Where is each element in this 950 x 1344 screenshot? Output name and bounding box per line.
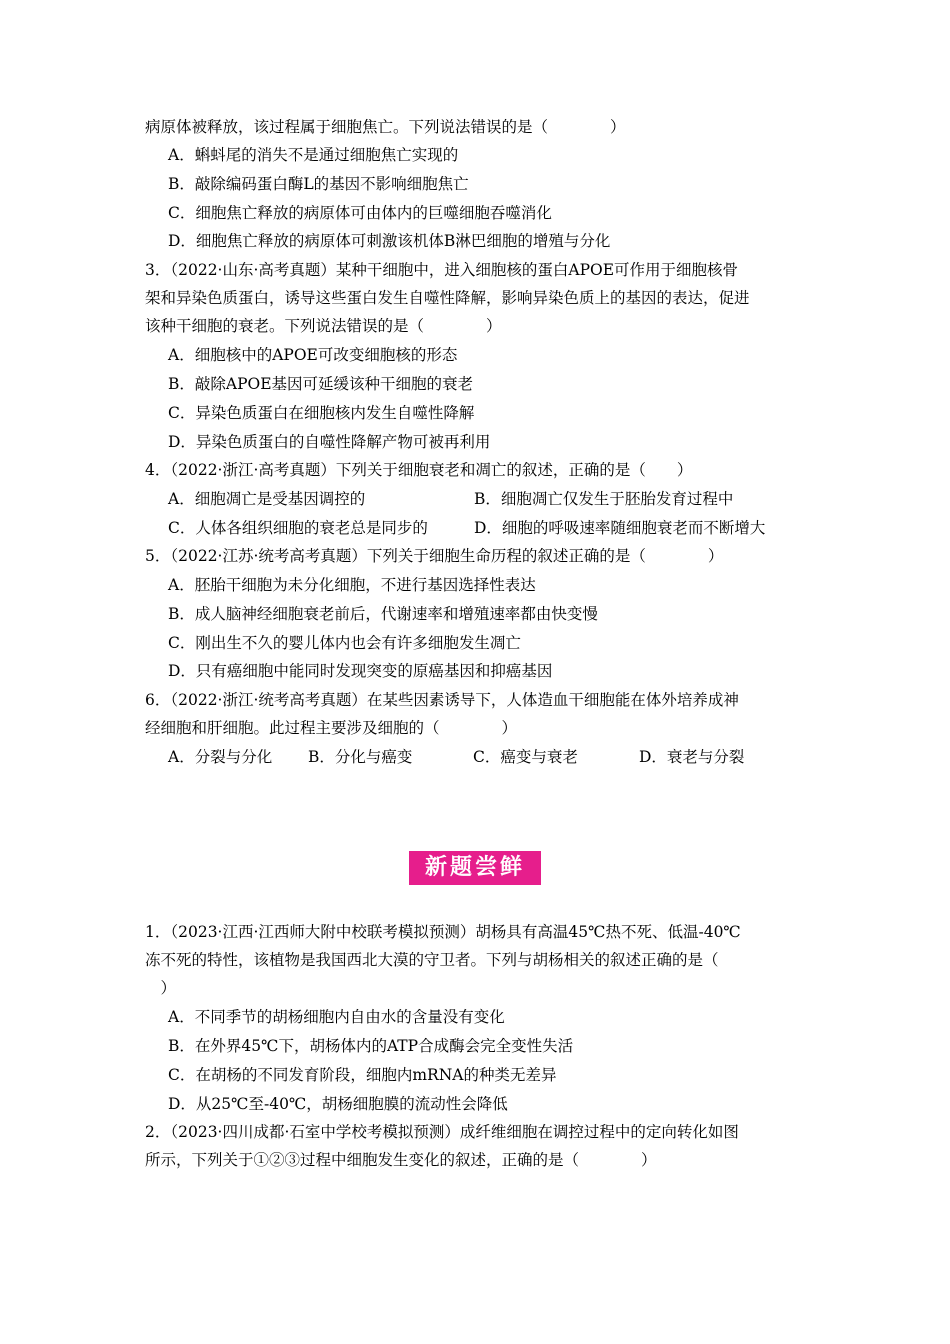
q4-option-b: B．细胞凋亡仅发生于胚胎发育过程中 [474, 490, 734, 508]
q2-option-d: D．细胞焦亡释放的病原体可刺激该机体B淋巴细胞的增殖与分化 [168, 232, 611, 250]
q5-stem: 5．（2022·江苏·统考高考真题）下列关于细胞生命历程的叙述正确的是（ ） [145, 547, 724, 565]
q3-stem-line-1: 3．（2022·山东·高考真题）某种干细胞中，进入细胞核的蛋白APOE可作用于细胞核骨 [145, 261, 739, 279]
q2-option-b: B．敲除编码蛋白酶L的基因不影响细胞焦亡 [168, 175, 469, 193]
n1-option-c: C．在胡杨的不同发育阶段，细胞内mRNA的种类无差异 [168, 1066, 557, 1084]
q6-stem-line-2: 经细胞和肝细胞。此过程主要涉及细胞的（ ） [145, 719, 518, 737]
q6-option-c: C．癌变与衰老 [473, 748, 578, 766]
q2-stem: 病原体被释放，该过程属于细胞焦亡。下列说法错误的是（ ） [145, 118, 626, 136]
n1-option-d: D．从25℃至-40℃，胡杨细胞膜的流动性会降低 [168, 1095, 508, 1113]
q4-options-row-2 [168, 517, 808, 539]
n1-stem-line-3: ） [145, 979, 177, 997]
q5-option-a: A．胚胎干细胞为未分化细胞，不进行基因选择性表达 [168, 576, 536, 594]
q3-option-c: C．异染色质蛋白在细胞核内发生自噬性降解 [168, 404, 475, 422]
q6-option-b: B．分化与癌变 [308, 748, 413, 766]
q4-option-a: A．细胞凋亡是受基因调控的 [168, 490, 366, 508]
q3-stem-line-2: 架和异染色质蛋白，诱导这些蛋白发生自噬性降解，影响异染色质上的基因的表达，促进 [145, 289, 750, 307]
q3-option-a: A．细胞核中的APOE可改变细胞核的形态 [168, 346, 458, 364]
q3-option-d: D．异染色质蛋白的自噬性降解产物可被再利用 [168, 433, 491, 451]
n1-stem-line-1: 1．（2023·江西·江西师大附中校联考模拟预测）胡杨具有高温45℃热不死、低温-40℃ [145, 923, 741, 941]
q4-stem: 4．（2022·浙江·高考真题）下列关于细胞衰老和凋亡的叙述，正确的是（ ） [145, 461, 693, 479]
q5-option-b: B．成人脑神经细胞衰老前后，代谢速率和增殖速率都由快变慢 [168, 605, 598, 623]
n2-stem-line-1: 2．（2023·四川成都·石室中学校考模拟预测）成纤维细胞在调控过程中的定向转化如图 [145, 1123, 739, 1141]
q6-option-a: A．分裂与分化 [168, 748, 273, 766]
q2-option-a: A．蝌蚪尾的消失不是通过细胞焦亡实现的 [168, 146, 459, 164]
q4-option-d: D．细胞的呼吸速率随细胞衰老而不断增大 [474, 519, 766, 537]
section-banner-new-questions: 新题尝鲜 [409, 851, 541, 885]
q6-option-d: D．衰老与分裂 [639, 748, 745, 766]
n2-stem-line-2: 所示，下列关于①②③过程中细胞发生变化的叙述，正确的是（ ） [145, 1151, 657, 1169]
n1-option-a: A．不同季节的胡杨细胞内自由水的含量没有变化 [168, 1008, 505, 1026]
q2-option-c: C．细胞焦亡释放的病原体可由体内的巨噬细胞吞噬消化 [168, 204, 552, 222]
q5-option-c: C．刚出生不久的婴儿体内也会有许多细胞发生凋亡 [168, 634, 521, 652]
q4-option-c: C．人体各组织细胞的衰老总是同步的 [168, 519, 428, 537]
q3-option-b: B．敲除APOE基因可延缓该种干细胞的衰老 [168, 375, 474, 393]
q5-option-d: D．只有癌细胞中能同时发现突变的原癌基因和抑癌基因 [168, 662, 553, 680]
q6-stem-line-1: 6．（2022·浙江·统考高考真题）在某些因素诱导下，人体造血干细胞能在体外培养成神 [145, 691, 739, 709]
n1-option-b: B．在外界45℃下，胡杨体内的ATP合成酶会完全变性失活 [168, 1037, 574, 1055]
q4-options-row-1 [168, 488, 808, 510]
n1-stem-line-2: 冻不死的特性，该植物是我国西北大漠的守卫者。下列与胡杨相关的叙述正确的是（ [145, 951, 719, 969]
q3-stem-line-3: 该种干细胞的衰老。下列说法错误的是（ ） [145, 317, 502, 335]
